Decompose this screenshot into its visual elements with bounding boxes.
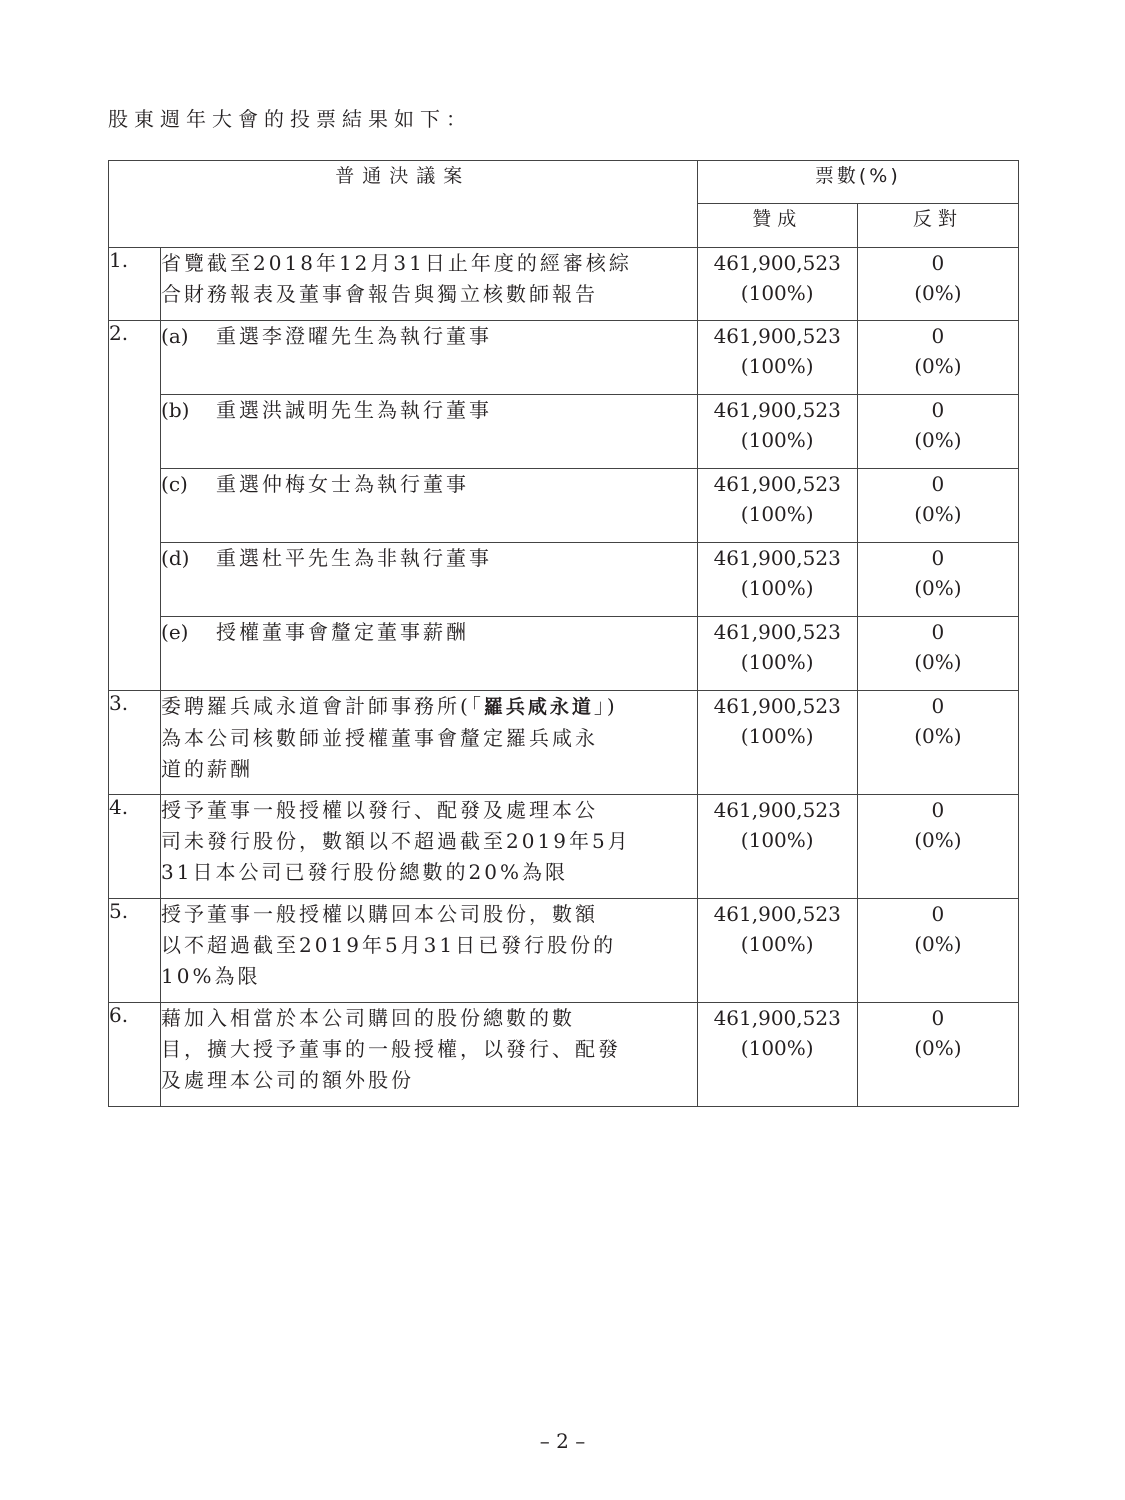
resolution-number: 3. (109, 691, 161, 795)
header-votes: 票數(%) (697, 161, 1018, 204)
for-cell: 461,900,523 (100%) (697, 899, 857, 1003)
table-row (109, 1003, 1019, 1107)
table-row (109, 543, 1019, 617)
page-number: – 2 – (539, 1429, 586, 1453)
resolution-text: (b) 重選洪誠明先生為執行董事 (161, 395, 698, 469)
intro-text: 股東週年大會的投票結果如下： (108, 107, 472, 131)
header-resolution: 普通決議案 (109, 161, 698, 248)
resolution-text: 委聘羅兵咸永道會計師事務所(「羅兵咸永道」) 為本公司核數師並授權董事會釐定羅兵咸永 道的薪酬 (161, 691, 698, 795)
for-cell: 461,900,523 (100%) (697, 248, 857, 321)
resolution-text: 授予董事一般授權以發行、配發及處理本公 司未發行股份，數額以不超過截至2019年5月 31日本公司已發行股份總數的20%為限 (161, 795, 698, 899)
header-for: 贊成 (697, 204, 857, 248)
against-cell: 0 (0%) (857, 469, 1018, 543)
for-cell: 461,900,523 (100%) (697, 395, 857, 469)
resolution-number: 1. (109, 248, 161, 321)
against-cell: 0 (0%) (857, 248, 1018, 321)
table-row (109, 617, 1019, 691)
resolution-number: 2. (109, 321, 161, 691)
against-cell: 0 (0%) (857, 691, 1018, 795)
for-cell: 461,900,523 (100%) (697, 321, 857, 395)
voting-results-table (108, 160, 1019, 1107)
table-row (109, 795, 1019, 899)
against-cell: 0 (0%) (857, 899, 1018, 1003)
for-cell: 461,900,523 (100%) (697, 543, 857, 617)
against-cell: 0 (0%) (857, 395, 1018, 469)
resolution-text: 省覽截至2018年12月31日止年度的經審核綜 合財務報表及董事會報告與獨立核數師報告 (161, 248, 698, 321)
for-cell: 461,900,523 (100%) (697, 795, 857, 899)
table-row (109, 248, 1019, 321)
table-row (109, 899, 1019, 1003)
resolution-text: 藉加入相當於本公司購回的股份總數的數 目，擴大授予董事的一般授權，以發行、配發 及處理本公司的額外股份 (161, 1003, 698, 1107)
table-row (109, 321, 1019, 395)
for-cell: 461,900,523 (100%) (697, 691, 857, 795)
resolution-text: (a) 重選李澄曜先生為執行董事 (161, 321, 698, 395)
against-cell: 0 (0%) (857, 543, 1018, 617)
resolution-number: 4. (109, 795, 161, 899)
for-cell: 461,900,523 (100%) (697, 469, 857, 543)
for-cell: 461,900,523 (100%) (697, 617, 857, 691)
table-header-row (109, 161, 1019, 204)
resolution-text: 授予董事一般授權以購回本公司股份，數額 以不超過截至2019年5月31日已發行股份的 10%為限 (161, 899, 698, 1003)
resolution-number: 5. (109, 899, 161, 1003)
resolution-text: (c) 重選仲梅女士為執行董事 (161, 469, 698, 543)
against-cell: 0 (0%) (857, 1003, 1018, 1107)
against-cell: 0 (0%) (857, 795, 1018, 899)
resolution-text: (d) 重選杜平先生為非執行董事 (161, 543, 698, 617)
for-cell: 461,900,523 (100%) (697, 1003, 857, 1107)
against-cell: 0 (0%) (857, 617, 1018, 691)
resolution-text: (e) 授權董事會釐定董事薪酬 (161, 617, 698, 691)
table-row (109, 469, 1019, 543)
table-row (109, 395, 1019, 469)
table-row (109, 691, 1019, 795)
against-cell: 0 (0%) (857, 321, 1018, 395)
resolution-number: 6. (109, 1003, 161, 1107)
header-against: 反對 (857, 204, 1018, 248)
